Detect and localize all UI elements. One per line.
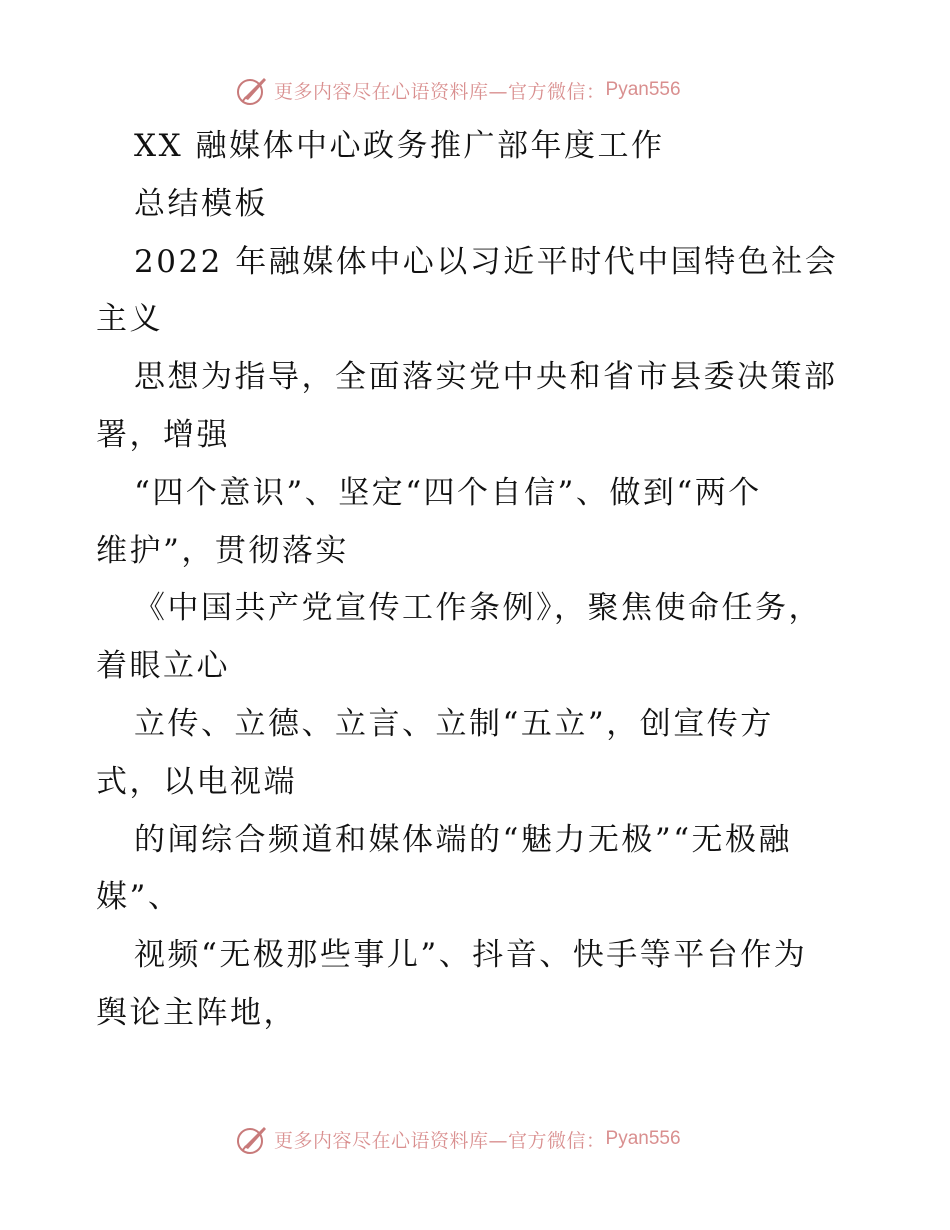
watermark-wechat-id: Pyan556 <box>605 79 681 100</box>
text-line: 总结模板 <box>134 185 268 222</box>
watermark-header <box>234 70 681 110</box>
text-line: 2022 年融媒体中心以习近平时代中国特色社会 <box>134 243 839 280</box>
text-line: 视频“无极那些事儿”、抖音、快手等平台作为 <box>134 937 808 974</box>
quill-logo-icon <box>234 1121 270 1157</box>
watermark-text: 更多内容尽在心语资料库—官方微信： <box>274 1129 606 1152</box>
text-line: 的闻综合频道和媒体端的“魅力无极”“无极融 <box>134 821 793 858</box>
text-line: 立传、立德、立言、立制“五立”，创宣传方 <box>134 705 774 742</box>
text-line: 媒”、 <box>96 879 182 916</box>
watermark-text: 更多内容尽在心语资料库—官方微信： <box>274 80 606 103</box>
text-line: 式，以电视端 <box>96 763 297 800</box>
text-line: 《中国共产党宣传工作条例》，聚焦使命任务， <box>134 590 822 627</box>
text-line: 署，增强 <box>96 416 230 453</box>
text-line: 思想为指导，全面落实党中央和省市县委决策部 <box>134 359 838 396</box>
text-line: 维护”，贯彻落实 <box>96 532 349 569</box>
text-line: 舆论主阵地， <box>96 994 297 1031</box>
watermark-footer <box>234 1119 681 1159</box>
text-line: 着眼立心 <box>96 648 230 685</box>
quill-logo-icon <box>234 72 270 108</box>
document-body <box>96 118 866 1043</box>
text-line: 主义 <box>96 301 163 338</box>
watermark-wechat-id: Pyan556 <box>605 1128 681 1149</box>
text-line: “四个意识”、坚定“四个自信”、做到“两个 <box>134 474 762 511</box>
text-line: XX 融媒体中心政务推广部年度工作 <box>134 128 665 164</box>
